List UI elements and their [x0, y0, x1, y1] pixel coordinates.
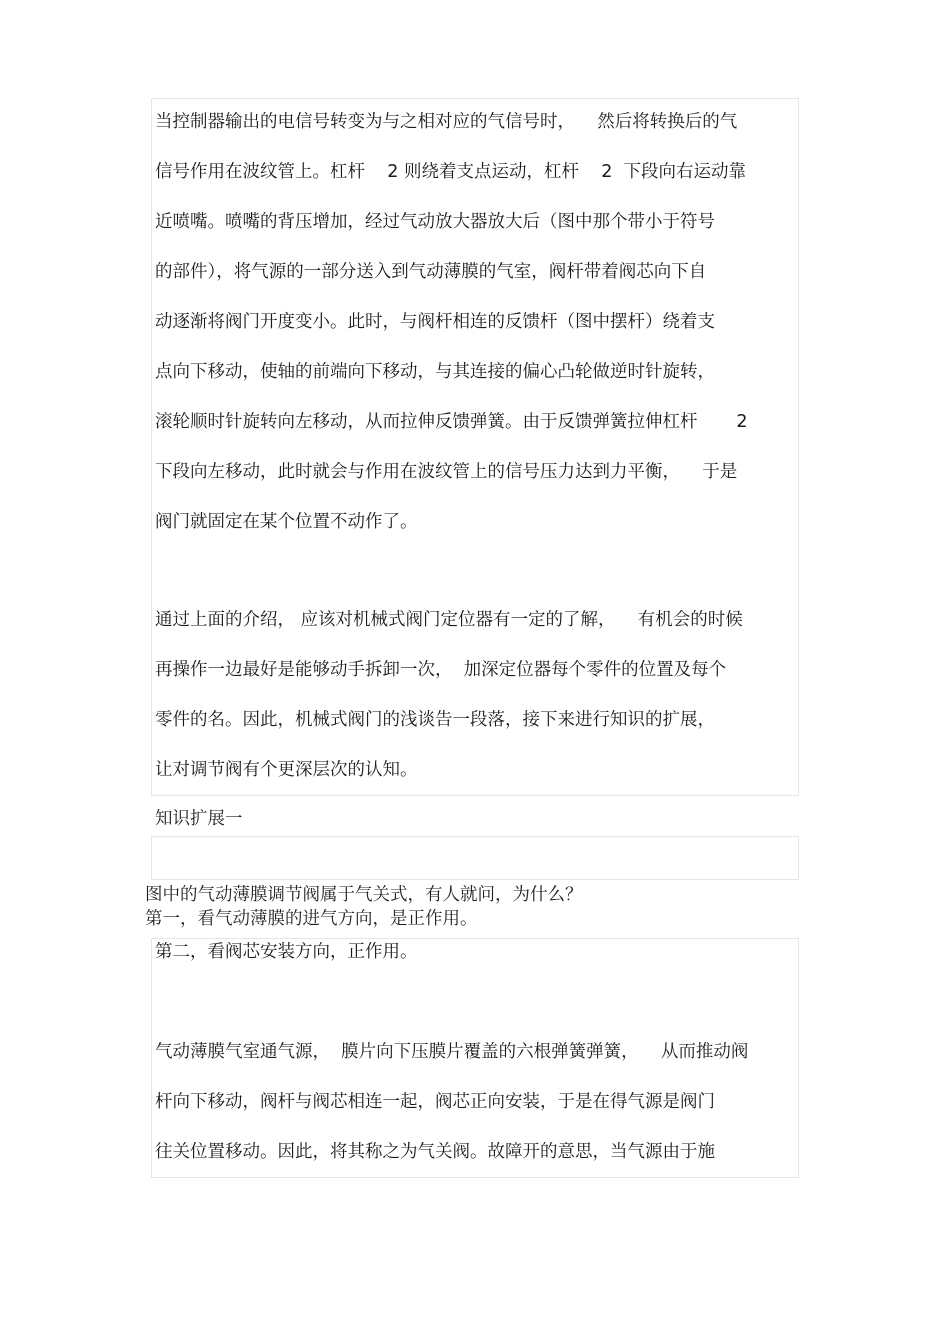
paragraph-summary	[155, 595, 795, 795]
text-line: 气动薄膜气室通气源， 膜片向下压膜片覆盖的六根弹簧弹簧， 从而推动阀	[155, 1042, 749, 1062]
text-line: 滚轮顺时针旋转向左移动，从而拉伸反馈弹簧。由于反馈弹簧拉伸杠杆 2	[155, 412, 748, 432]
text-line: 当控制器输出的电信号转变为与之相对应的气信号时， 然后将转换后的气	[155, 112, 738, 132]
text-line: 动逐渐将阀门开度变小。此时，与阀杆相连的反馈杆（图中摆杆）绕着支	[155, 312, 715, 332]
answer-line-first: 第一，看气动薄膜的进气方向，是正作用。	[145, 908, 478, 928]
text-line: 信号作用在波纹管上。杠杆 2 则绕着支点运动，杠杆 2 下段向右运动靠	[155, 162, 746, 182]
knowledge-extension-heading: 知识扩展一	[155, 808, 243, 828]
text-line: 第二，看阀芯安装方向，正作用。	[155, 942, 418, 962]
text-line: 通过上面的介绍， 应该对机械式阀门定位器有一定的了解， 有机会的时候	[155, 610, 743, 630]
text-line: 点向下移动，使轴的前端向下移动，与其连接的偏心凸轮做逆时针旋转，	[155, 362, 715, 382]
question-line: 图中的气动薄膜调节阀属于气关式，有人就问，为什么？	[145, 884, 583, 904]
text-line: 杆向下移动，阀杆与阀芯相连一起，阀芯正向安装，于是在得气源是阀门	[155, 1092, 715, 1112]
text-line: 往关位置移动。因此，将其称之为气关阀。故障开的意思，当气源由于施	[155, 1142, 715, 1162]
text-line: 下段向左移动，此时就会与作用在波纹管上的信号压力达到力平衡， 于是	[155, 462, 738, 482]
paragraph-diaphragm-action	[155, 1027, 795, 1177]
text-line: 再操作一边最好是能够动手拆卸一次， 加深定位器每个零件的位置及每个	[155, 660, 727, 680]
text-block-air-to-close	[151, 938, 799, 1178]
text-block-positioner-explanation	[151, 98, 799, 796]
text-line: 让对调节阀有个更深层次的认知。	[155, 760, 418, 780]
paragraph-second-point	[155, 927, 795, 977]
text-line: 近喷嘴。喷嘴的背压增加，经过气动放大器放大后（图中那个带小于符号	[155, 212, 715, 232]
text-line: 零件的名。因此，机械式阀门的浅谈告一段落，接下来进行知识的扩展，	[155, 710, 715, 730]
text-line: 阀门就固定在某个位置不动作了。	[155, 512, 418, 532]
empty-figure-frame	[151, 836, 799, 880]
paragraph-force-balance	[155, 97, 795, 547]
text-line: 的部件），将气源的一部分送入到气动薄膜的气室，阀杆带着阀芯向下自	[155, 262, 707, 282]
